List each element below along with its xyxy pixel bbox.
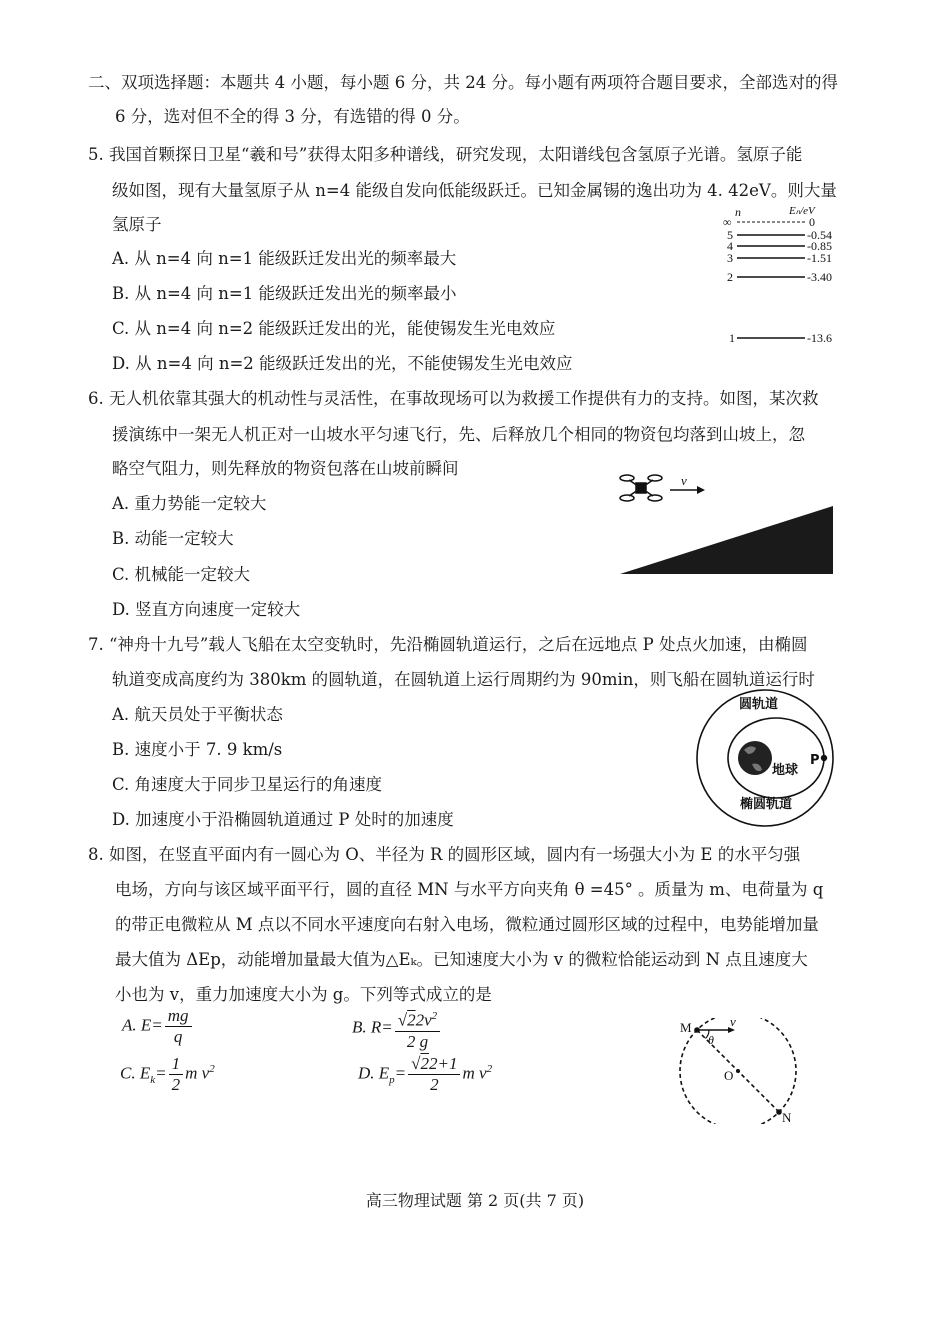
q8-d-tail: m v xyxy=(462,1063,487,1083)
label-m: M xyxy=(680,1020,692,1035)
drone-slope-diagram xyxy=(615,468,840,578)
q7-option-a: A. 航天员处于平衡状态 xyxy=(112,705,283,724)
q8-b-num-text: 2v xyxy=(415,1010,432,1030)
point-o xyxy=(736,1069,740,1073)
q5-option-b: B. 从 n=4 向 n=1 能级跃迁发出光的频率最小 xyxy=(112,284,457,303)
q8-b-den: 2 g xyxy=(406,1031,429,1051)
q6-option-c: C. 机械能一定较大 xyxy=(112,565,251,584)
q8-b-fraction xyxy=(395,1006,440,1052)
q8-a-fraction xyxy=(165,1006,192,1047)
level-1-e: -13.6 xyxy=(807,331,832,345)
q5-option-a: A. 从 n=4 向 n=1 能级跃迁发出光的频率最大 xyxy=(112,249,457,268)
q8-option-d xyxy=(358,1054,492,1095)
q5-option-d: D. 从 n=4 向 n=2 能级跃迁发出的光，不能使锡发生光电效应 xyxy=(112,354,573,373)
drone-icon xyxy=(620,475,662,501)
q8-d-root: 2 xyxy=(420,1054,429,1073)
level-3-e: -1.51 xyxy=(807,251,832,265)
q8-b-root: 2 xyxy=(407,1010,416,1030)
q8-option-a xyxy=(122,1006,194,1047)
q5-stem-line1: 5. 我国首颗探日卫星“羲和号”获得太阳多种谱线，研究发现，太阳谱线包含氢原子光谱。氢原子能 xyxy=(88,145,803,164)
q8-d-fraction xyxy=(408,1054,460,1095)
ellipse-orbit-label: 椭圆轨道 xyxy=(740,797,793,812)
level-5-e: -0.54 xyxy=(807,228,832,242)
level-2-e: -3.40 xyxy=(807,270,832,284)
label-theta: θ xyxy=(708,1033,714,1047)
level-5-n: 5 xyxy=(727,228,733,242)
level-4-e: -0.85 xyxy=(807,239,832,253)
section-heading-line1: 二、双项选择题：本题共 4 小题，每小题 6 分，共 24 分。每小题有两项符合题目要求，全部选对的得 xyxy=(88,73,838,92)
q8-a-den: q xyxy=(173,1027,183,1046)
q8-c-exp: 2 xyxy=(209,1062,215,1075)
label-v: v xyxy=(730,1018,736,1029)
energy-level-diagram xyxy=(715,202,850,352)
q8-d-exp: 2 xyxy=(486,1062,493,1075)
q7-option-c: C. 角速度大于同步卫星运行的角速度 xyxy=(112,775,383,794)
q8-b-prefix: B. R= xyxy=(352,1017,393,1037)
q7-stem-line1: 7. “神舟十九号”载人飞船在太空变轨时，先沿椭圆轨道运行，之后在远地点 P 处点火加速，由椭圆 xyxy=(88,635,808,654)
q6-option-a: A. 重力势能一定较大 xyxy=(112,494,267,513)
label-n: N xyxy=(782,1110,792,1124)
q8-stem-line2: 电场，方向与该区域平面平行，圆的直径 MN 与水平方向夹角 θ =45° 。质量为 m、电荷量为 q xyxy=(115,880,824,899)
q6-stem-line2: 援演练中一架无人机正对一山坡水平匀速飞行，先、后释放几个相同的物资包均落到山坡上，忽 xyxy=(112,425,805,444)
q8-c-sub: k xyxy=(150,1073,156,1086)
q7-option-d: D. 加速度小于沿椭圆轨道通过 P 处时的加速度 xyxy=(112,810,454,829)
circle-orbit-label: 圆轨道 xyxy=(739,697,779,712)
level-4-n: 4 xyxy=(727,239,733,253)
q8-d-sub: p xyxy=(389,1073,395,1086)
q8-stem-line4: 最大值为 ΔEp，动能增加量最大值为△Eₖ。已知速度大小为 v 的微粒恰能运动到 N 点且速度大 xyxy=(115,950,808,969)
q8-c-prefix: C. E xyxy=(120,1063,151,1083)
page-footer: 高三物理试题 第 2 页(共 7 页) xyxy=(365,1191,585,1210)
label-o: O xyxy=(724,1068,734,1083)
q7-stem-line2: 轨道变成高度约为 380km 的圆轨道，在圆轨道上运行周期约为 90min，则飞船在圆轨道运行时 xyxy=(112,670,815,689)
q6-option-b: B. 动能一定较大 xyxy=(112,529,234,548)
slope-shape xyxy=(620,506,833,574)
q6-stem-line1: 6. 无人机依靠其强大的机动性与灵活性，在事故现场可以为救援工作提供有力的支持。如图，某次救 xyxy=(88,389,819,408)
q8-d-eq: = xyxy=(394,1063,407,1083)
q5-stem-line2: 级如图，现有大量氢原子从 n=4 能级自发向低能级跃迁。已知金属锡的逸出功为 4. 42eV。则大量 xyxy=(112,181,837,200)
q8-b-exp: 2 xyxy=(431,1010,438,1022)
earth-icon xyxy=(738,741,772,775)
q8-stem-line5: 小也为 v，重力加速度大小为 g。下列等式成立的是 xyxy=(115,985,492,1004)
section-heading-line2: 6 分，选对但不全的得 3 分，有选错的得 0 分。 xyxy=(115,107,470,126)
level-inf-n: ∞ xyxy=(723,215,732,229)
q7-option-b: B. 速度小于 7. 9 km/s xyxy=(112,740,283,759)
q8-a-prefix: A. E= xyxy=(122,1015,163,1035)
velocity-arrowhead xyxy=(697,486,705,494)
energy-diagram-e-header: Eₙ/eV xyxy=(789,205,815,217)
point-n xyxy=(776,1109,782,1115)
q8-option-c xyxy=(120,1054,215,1095)
level-1-n: 1 xyxy=(729,331,735,345)
q8-c-tail: m v xyxy=(185,1063,210,1083)
point-p-label: P xyxy=(810,753,820,768)
q8-a-num: mg xyxy=(165,1006,192,1027)
q8-c-fraction xyxy=(169,1054,184,1095)
q8-c-eq: = xyxy=(155,1063,167,1083)
q8-option-b xyxy=(352,1006,442,1052)
q8-stem-line1: 8. 如图，在竖直平面内有一圆心为 O、半径为 R 的圆形区域，圆内有一场强大小为 E 的水平匀强 xyxy=(88,845,801,864)
velocity-label: v xyxy=(681,473,687,488)
energy-diagram-n-header: n xyxy=(735,205,741,219)
level-2-n: 2 xyxy=(727,270,733,284)
point-m xyxy=(694,1027,700,1033)
q6-option-d: D. 竖直方向速度一定较大 xyxy=(112,600,301,619)
q8-stem-line3: 的带正电微粒从 M 点以不同水平速度向右射入电场，微粒通过圆形区域的过程中，电势能增加量 xyxy=(115,915,819,934)
q8-d-num: √22+1 xyxy=(408,1054,460,1075)
level-inf-e: 0 xyxy=(809,215,815,229)
q8-b-num: $√22v^2$ xyxy=(395,1006,440,1032)
q8-d-den: 2 xyxy=(430,1075,439,1094)
point-p-marker xyxy=(821,755,827,761)
orbit-diagram xyxy=(692,684,842,834)
field-circle-diagram xyxy=(668,1018,808,1124)
earth-label: 地球 xyxy=(772,763,799,778)
q5-option-c: C. 从 n=4 向 n=2 能级跃迁发出的光，能使锡发生光电效应 xyxy=(112,319,556,338)
q8-d-num-text: 2+1 xyxy=(429,1054,458,1073)
q5-stem-line3: 氢原子 xyxy=(112,215,162,234)
q6-stem-line3: 略空气阻力，则先释放的物资包落在山坡前瞬间 xyxy=(112,459,459,478)
q8-d-prefix: D. E xyxy=(358,1063,390,1083)
q8-c-den: 2 xyxy=(171,1075,181,1094)
level-3-n: 3 xyxy=(727,251,733,265)
q8-c-num: 1 xyxy=(169,1054,184,1075)
